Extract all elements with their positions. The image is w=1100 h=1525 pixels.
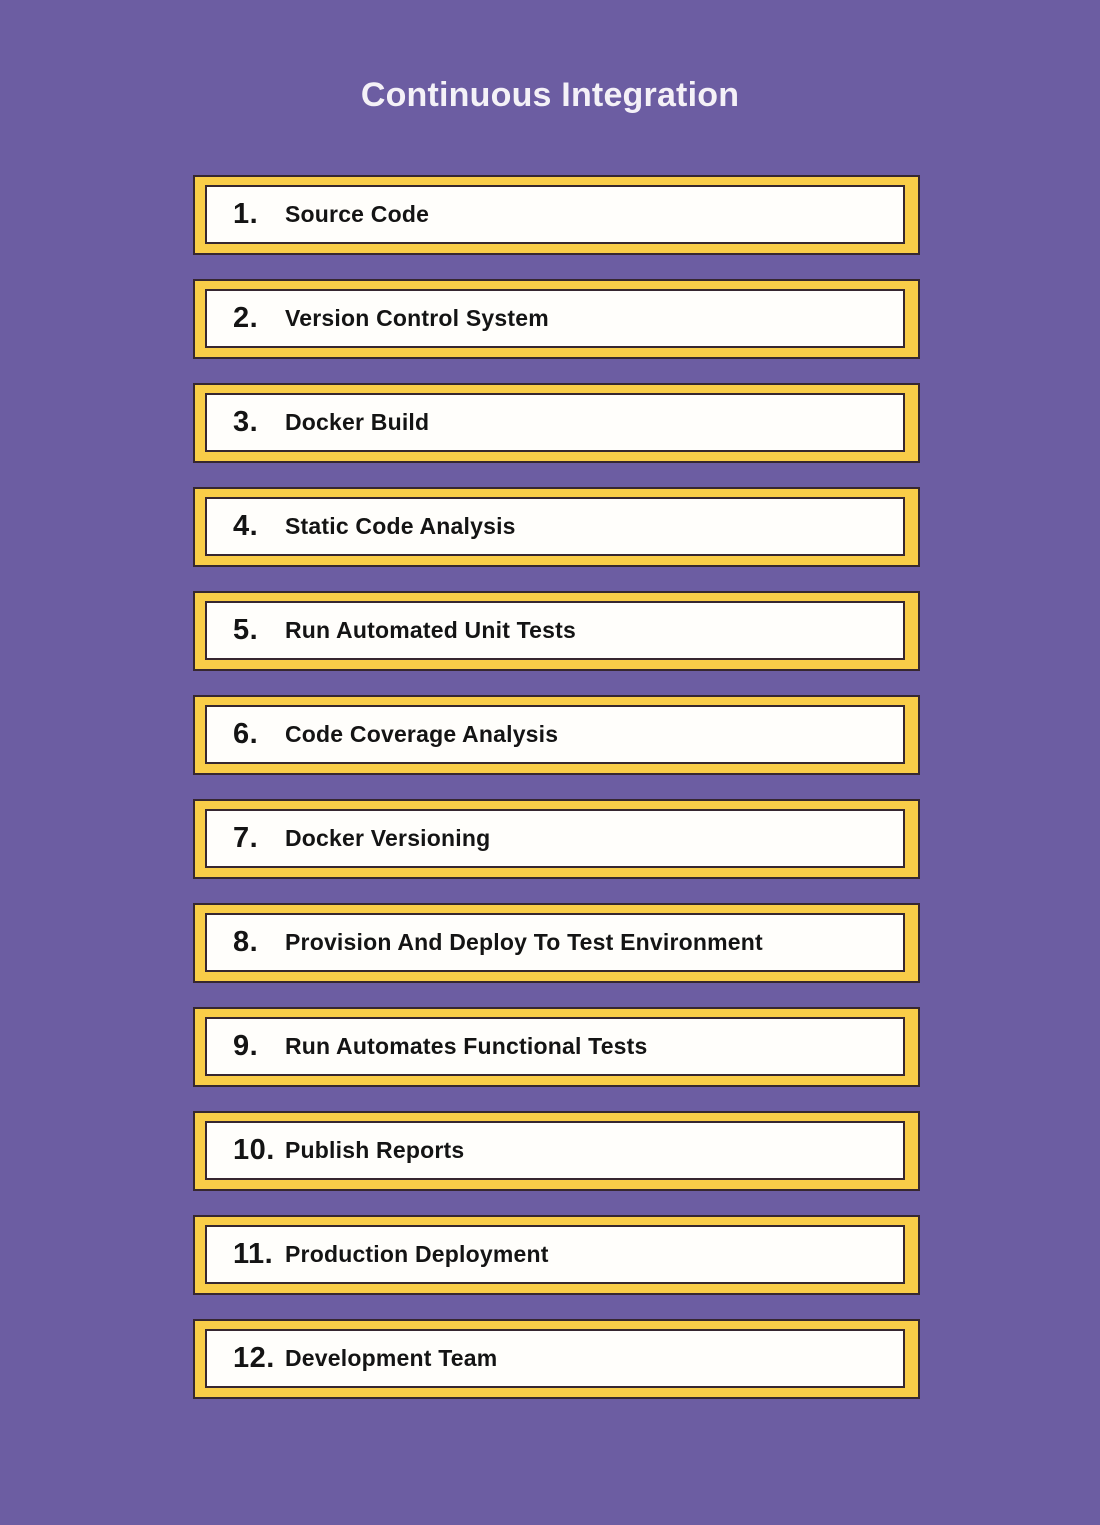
step-number: 5. bbox=[233, 614, 259, 646]
step-inner bbox=[205, 1225, 905, 1284]
step-inner bbox=[205, 497, 905, 556]
step-number: 10. bbox=[233, 1134, 275, 1166]
step-number: 9. bbox=[233, 1030, 259, 1062]
step-card-8 bbox=[193, 903, 920, 983]
step-card-3 bbox=[193, 383, 920, 463]
page-title: Continuous Integration bbox=[360, 76, 740, 114]
step-label: Docker Build bbox=[285, 409, 430, 435]
step-card-10 bbox=[193, 1111, 920, 1191]
step-inner bbox=[205, 705, 905, 764]
step-inner bbox=[205, 393, 905, 452]
step-inner bbox=[205, 809, 905, 868]
step-label: Run Automates Functional Tests bbox=[285, 1033, 648, 1059]
step-label: Docker Versioning bbox=[285, 825, 491, 851]
step-number: 11. bbox=[233, 1238, 274, 1270]
step-card-9 bbox=[193, 1007, 920, 1087]
step-number: 6. bbox=[233, 718, 259, 750]
step-label: Development Team bbox=[285, 1345, 498, 1371]
step-inner bbox=[205, 1017, 905, 1076]
step-card-4 bbox=[193, 487, 920, 567]
step-card-6 bbox=[193, 695, 920, 775]
step-number: 12. bbox=[233, 1342, 275, 1374]
step-inner bbox=[205, 1121, 905, 1180]
step-number: 7. bbox=[233, 822, 259, 854]
step-card-5 bbox=[193, 591, 920, 671]
step-inner bbox=[205, 185, 905, 244]
step-card-12 bbox=[193, 1319, 920, 1399]
step-card-1 bbox=[193, 175, 920, 255]
step-number: 3. bbox=[233, 406, 259, 438]
step-inner bbox=[205, 601, 905, 660]
step-label: Production Deployment bbox=[285, 1241, 549, 1267]
step-card-2 bbox=[193, 279, 920, 359]
step-card-11 bbox=[193, 1215, 920, 1295]
step-inner bbox=[205, 289, 905, 348]
step-inner bbox=[205, 913, 905, 972]
step-inner bbox=[205, 1329, 905, 1388]
step-number: 2. bbox=[233, 302, 259, 334]
step-label: Code Coverage Analysis bbox=[285, 721, 559, 747]
step-label: Publish Reports bbox=[285, 1137, 465, 1163]
step-number: 4. bbox=[233, 510, 259, 542]
step-label: Static Code Analysis bbox=[285, 513, 516, 539]
step-number: 1. bbox=[233, 198, 259, 230]
step-number: 8. bbox=[233, 926, 259, 958]
step-label: Version Control System bbox=[285, 305, 549, 331]
step-label: Run Automated Unit Tests bbox=[285, 617, 577, 643]
step-label: Source Code bbox=[285, 201, 430, 227]
steps-list bbox=[193, 175, 920, 1399]
step-card-7 bbox=[193, 799, 920, 879]
step-label: Provision And Deploy To Test Environment bbox=[285, 929, 763, 955]
